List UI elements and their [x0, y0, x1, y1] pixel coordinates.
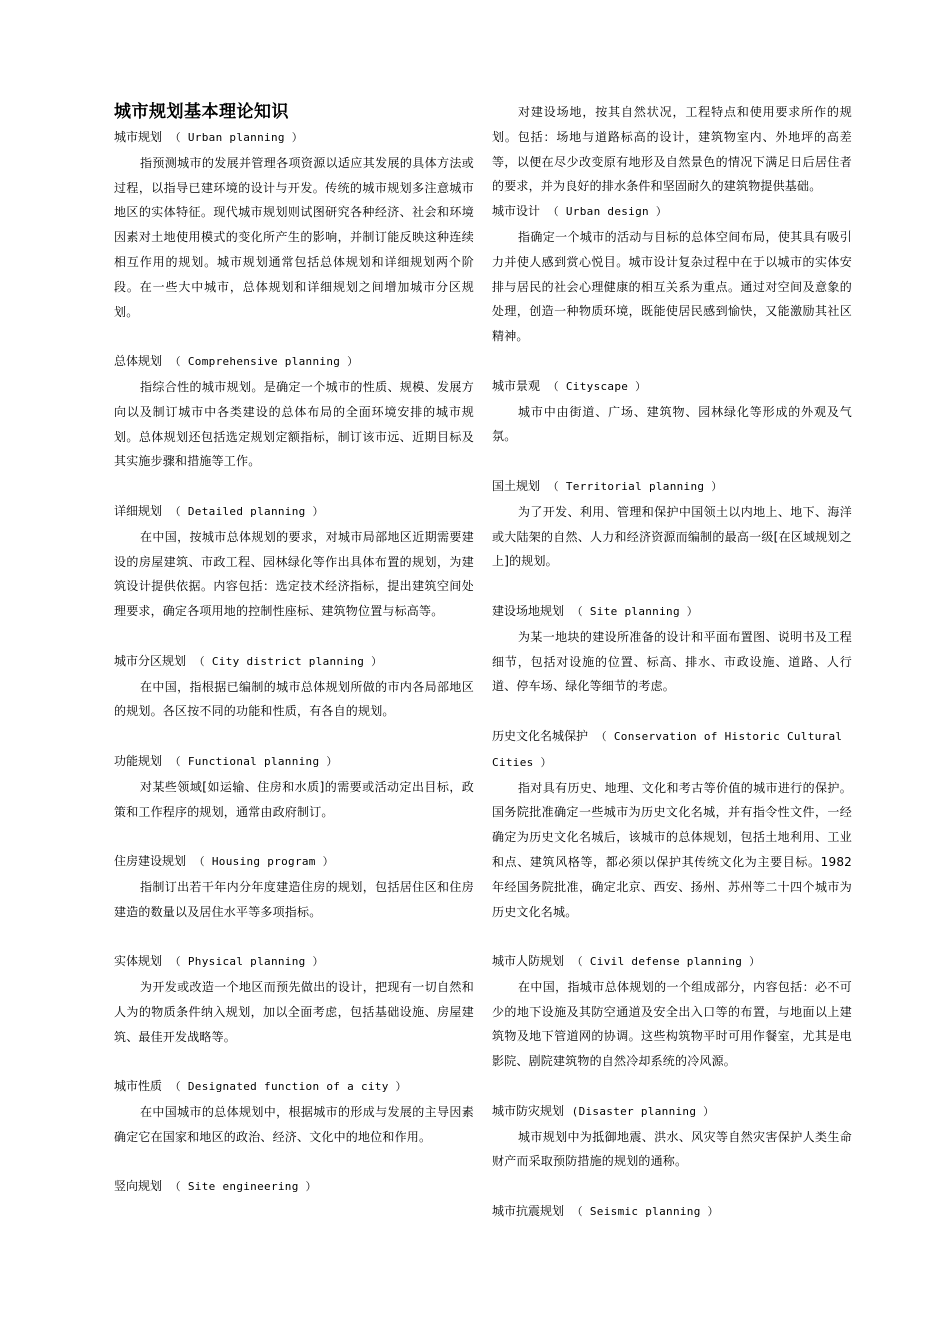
- glossary-entry: [492, 199, 852, 349]
- term-english: （ Territorial planning ）: [547, 479, 723, 493]
- entry-spacer: [114, 624, 474, 649]
- entry-term: [492, 374, 852, 400]
- entry-term: [114, 349, 474, 375]
- entry-spacer: [492, 574, 852, 599]
- left-entries: [114, 125, 474, 1200]
- glossary-entry: [492, 599, 852, 699]
- entry-spacer: [492, 1074, 852, 1099]
- glossary-entry: [492, 474, 852, 574]
- term-chinese: 城市性质: [114, 1079, 163, 1094]
- entry-term: [114, 125, 474, 151]
- term-chinese: 国土规划: [492, 478, 541, 493]
- term-english: （ Urban planning ）: [169, 131, 304, 144]
- term-chinese: 城市规划: [114, 130, 163, 144]
- right-column: [492, 100, 852, 1225]
- entry-definition: 城市规划中为抵御地震、洪水、风灾等自然灾害保护人类生命财产而采取预防措施的规划的通称。: [492, 1129, 852, 1169]
- entry-spacer: [114, 324, 474, 349]
- term-chinese: 建设场地规划: [492, 603, 565, 618]
- glossary-entry: [492, 1099, 852, 1174]
- entry-definition: 城市中由街道、广场、建筑物、园林绿化等形成的外观及气氛。: [492, 404, 852, 444]
- entry-term: [114, 749, 474, 775]
- term-english: （ Urban design ）: [547, 205, 668, 219]
- term-chinese: 住房建设规划: [114, 854, 187, 869]
- term-english: （ Physical planning ）: [169, 955, 324, 969]
- glossary-entry: [114, 349, 474, 474]
- entry-definition: 为开发或改造一个地区而预先做出的设计，把现有一切自然和人为的物质条件纳入规划，加以全面考虑，包括基础设施、房屋建筑、最佳开发战略等。: [114, 980, 474, 1044]
- term-chinese: 城市设计: [492, 204, 541, 219]
- right-entries: [492, 199, 852, 1225]
- entry-term: [492, 724, 852, 776]
- glossary-entry: [492, 724, 852, 924]
- entry-definition: 指预测城市的发展并管理各项资源以适应其发展的具体方法或过程，以指导已建环境的设计与开发。传统的城市规划多注意城市地区的实体特征。现代城市规划则试图研究各种经济、社会和环境因素对土地使用模式的变化所产生的影响，并制订能反映这种连续相互作用的规划。城市规划通常包括总体规划和详细规划两个阶段。在一些大中城市，总体规划和详细规划之间增加城市分区规划。: [114, 155, 474, 319]
- document-title: 城市规划基本理论知识: [114, 102, 289, 122]
- entry-term: [492, 199, 852, 225]
- term-english: （ City district planning ）: [193, 654, 383, 668]
- entry-definition: 指综合性的城市规划。是确定一个城市的性质、规模、发展方向以及制订城市中各类建设的总体布局的全面环境安排的城市规划。总体规划还包括选定规划定额指标，制订该市远、近期目标及其实施步骤和措施等工作。: [114, 379, 474, 469]
- glossary-entry: [114, 649, 474, 724]
- entry-term: [492, 1099, 852, 1125]
- term-chinese: 城市分区规划: [114, 653, 187, 668]
- entry-definition: 为某一地块的建设所准备的设计和平面布置图、说明书及工程细节，包括对设施的位置、标高、排水、市政设施、道路、人行道、停车场、绿化等细节的考虑。: [492, 629, 852, 694]
- entry-spacer: [492, 449, 852, 474]
- entry-definition: 在中国，按城市总体规划的要求，对城市局部地区近期需要建设的房屋建筑、市政工程、园林绿化等作出具体布置的规划，为建筑设计提供依据。内容包括：选定技术经济指标，提出建筑空间处理要求，确定各项用地的控制性座标、建筑物位置与标高等。: [114, 529, 474, 619]
- glossary-entry: [114, 1074, 474, 1149]
- continued-paragraph: 对建设场地，按其自然状况，工程特点和使用要求所作的规划。包括：场地与道路标高的设计，建筑物室内、外地坪的高差等，以便在尽少改变原有地形及自然景色的情况下满足日后居住者的要求，并为良好的排水条件和坚固耐久的建筑物提供基础。: [492, 105, 852, 194]
- term-chinese: 实体规划: [114, 954, 163, 969]
- term-english: （ Cityscape ）: [547, 379, 647, 393]
- term-english: （ Functional planning ）: [169, 754, 338, 768]
- entry-spacer: [492, 1174, 852, 1199]
- term-english: （ Site planning ）: [571, 604, 699, 618]
- term-english: （ Civil defense planning ）: [571, 955, 761, 969]
- entry-spacer: [492, 699, 852, 724]
- glossary-entry: [114, 499, 474, 624]
- glossary-entry: [114, 1174, 474, 1200]
- term-chinese: 历史文化名城保护: [492, 728, 589, 743]
- entry-term: [114, 1074, 474, 1100]
- entry-term: [492, 1199, 852, 1225]
- term-english: （ Designated function of a city ）: [169, 1080, 407, 1094]
- entry-spacer: [114, 724, 474, 749]
- term-chinese: 城市防灾规划: [492, 1103, 565, 1118]
- entry-definition: 指制订出若干年内分年度建造住房的规划，包括居住区和住房建造的数量以及居住水平等多项指标。: [114, 879, 474, 919]
- term-chinese: 城市人防规划: [492, 954, 565, 969]
- glossary-entry: [114, 849, 474, 924]
- entry-spacer: [492, 924, 852, 949]
- term-chinese: 总体规划: [114, 354, 163, 369]
- entry-spacer: [114, 1049, 474, 1074]
- left-column: [114, 100, 474, 1200]
- entry-term: [492, 599, 852, 625]
- term-english: (Disaster planning ）: [571, 1104, 715, 1118]
- term-chinese: 城市景观: [492, 378, 541, 393]
- glossary-entry: [492, 1199, 852, 1225]
- term-chinese: 详细规划: [114, 503, 163, 518]
- term-english: （ Comprehensive planning ）: [169, 355, 359, 369]
- entry-definition: 对某些领域[如运输、住房和水质]的需要或活动定出目标，政策和工作程序的规划，通常由政府制订。: [114, 779, 474, 819]
- glossary-entry: [492, 949, 852, 1074]
- entry-term: [114, 849, 474, 875]
- term-chinese: 竖向规划: [114, 1179, 163, 1194]
- term-english: （ Seismic planning ）: [571, 1205, 719, 1219]
- entry-definition: 在中国，指根据已编制的城市总体规划所做的市内各局部地区的规划。各区按不同的功能和性质，有各自的规划。: [114, 679, 474, 719]
- entry-spacer: [114, 824, 474, 849]
- term-english: （ Housing program ）: [193, 855, 334, 869]
- entry-definition: 在中国，指城市总体规划的一个组成部分，内容包括：必不可少的地下设施及其防空通道及安全出入口等的布置，与地面以上建筑物及地下管道网的协调。这些构筑物平时可用作餐室，尤其是电影院、剧院建筑物的自然冷却系统的冷风源。: [492, 979, 852, 1069]
- entry-term: [492, 474, 852, 500]
- entry-spacer: [114, 1150, 474, 1175]
- glossary-entry: [492, 374, 852, 449]
- term-english: （ Site engineering ）: [169, 1180, 317, 1194]
- glossary-entry: [114, 949, 474, 1049]
- term-english: （ Conservation of Historic Cultural Cities ）: [492, 729, 850, 769]
- entry-definition: 在中国城市的总体规划中，根据城市的形成与发展的主导因素确定它在国家和地区的政治、经济、文化中的地位和作用。: [114, 1105, 474, 1144]
- glossary-entry: [114, 749, 474, 824]
- entry-definition: 指确定一个城市的活动与目标的总体空间布局，使其具有吸引力并使人感到赏心悦目。城市设计复杂过程中在于以城市的实体安排与居民的社会心理健康的相互关系为重点。通过对空间及意象的处理，创造一种物质环境，既能使居民感到愉快，又能激励其社区精神。: [492, 229, 852, 344]
- glossary-entry: [114, 125, 474, 324]
- term-english: （ Detailed planning ）: [169, 504, 324, 518]
- entry-term: [114, 499, 474, 525]
- entry-spacer: [114, 474, 474, 499]
- term-chinese: 功能规划: [114, 753, 163, 768]
- entry-term: [114, 649, 474, 675]
- entry-term: [492, 949, 852, 975]
- entry-term: [114, 1174, 474, 1200]
- entry-term: [114, 949, 474, 975]
- term-chinese: 城市抗震规划: [492, 1204, 565, 1219]
- entry-spacer: [492, 349, 852, 374]
- entry-spacer: [114, 925, 474, 950]
- entry-definition: 为了开发、利用、管理和保护中国领土以内地上、地下、海洋或大陆架的自然、人力和经济资源而编制的最高一级[在区域规划之上]的规划。: [492, 504, 852, 569]
- entry-definition: 指对具有历史、地理、文化和考古等价值的城市进行的保护。国务院批准确定一些城市为历史文化名城，并有指令性文件，一经确定为历史文化名城后，该城市的总体规划，包括土地利用、工业和点、建筑风格等，都必须以保护其传统文化为主要目标。1982年经国务院批准，确定北京、西安、扬州、苏州等二十四个城市为历史文化名城。: [492, 780, 852, 919]
